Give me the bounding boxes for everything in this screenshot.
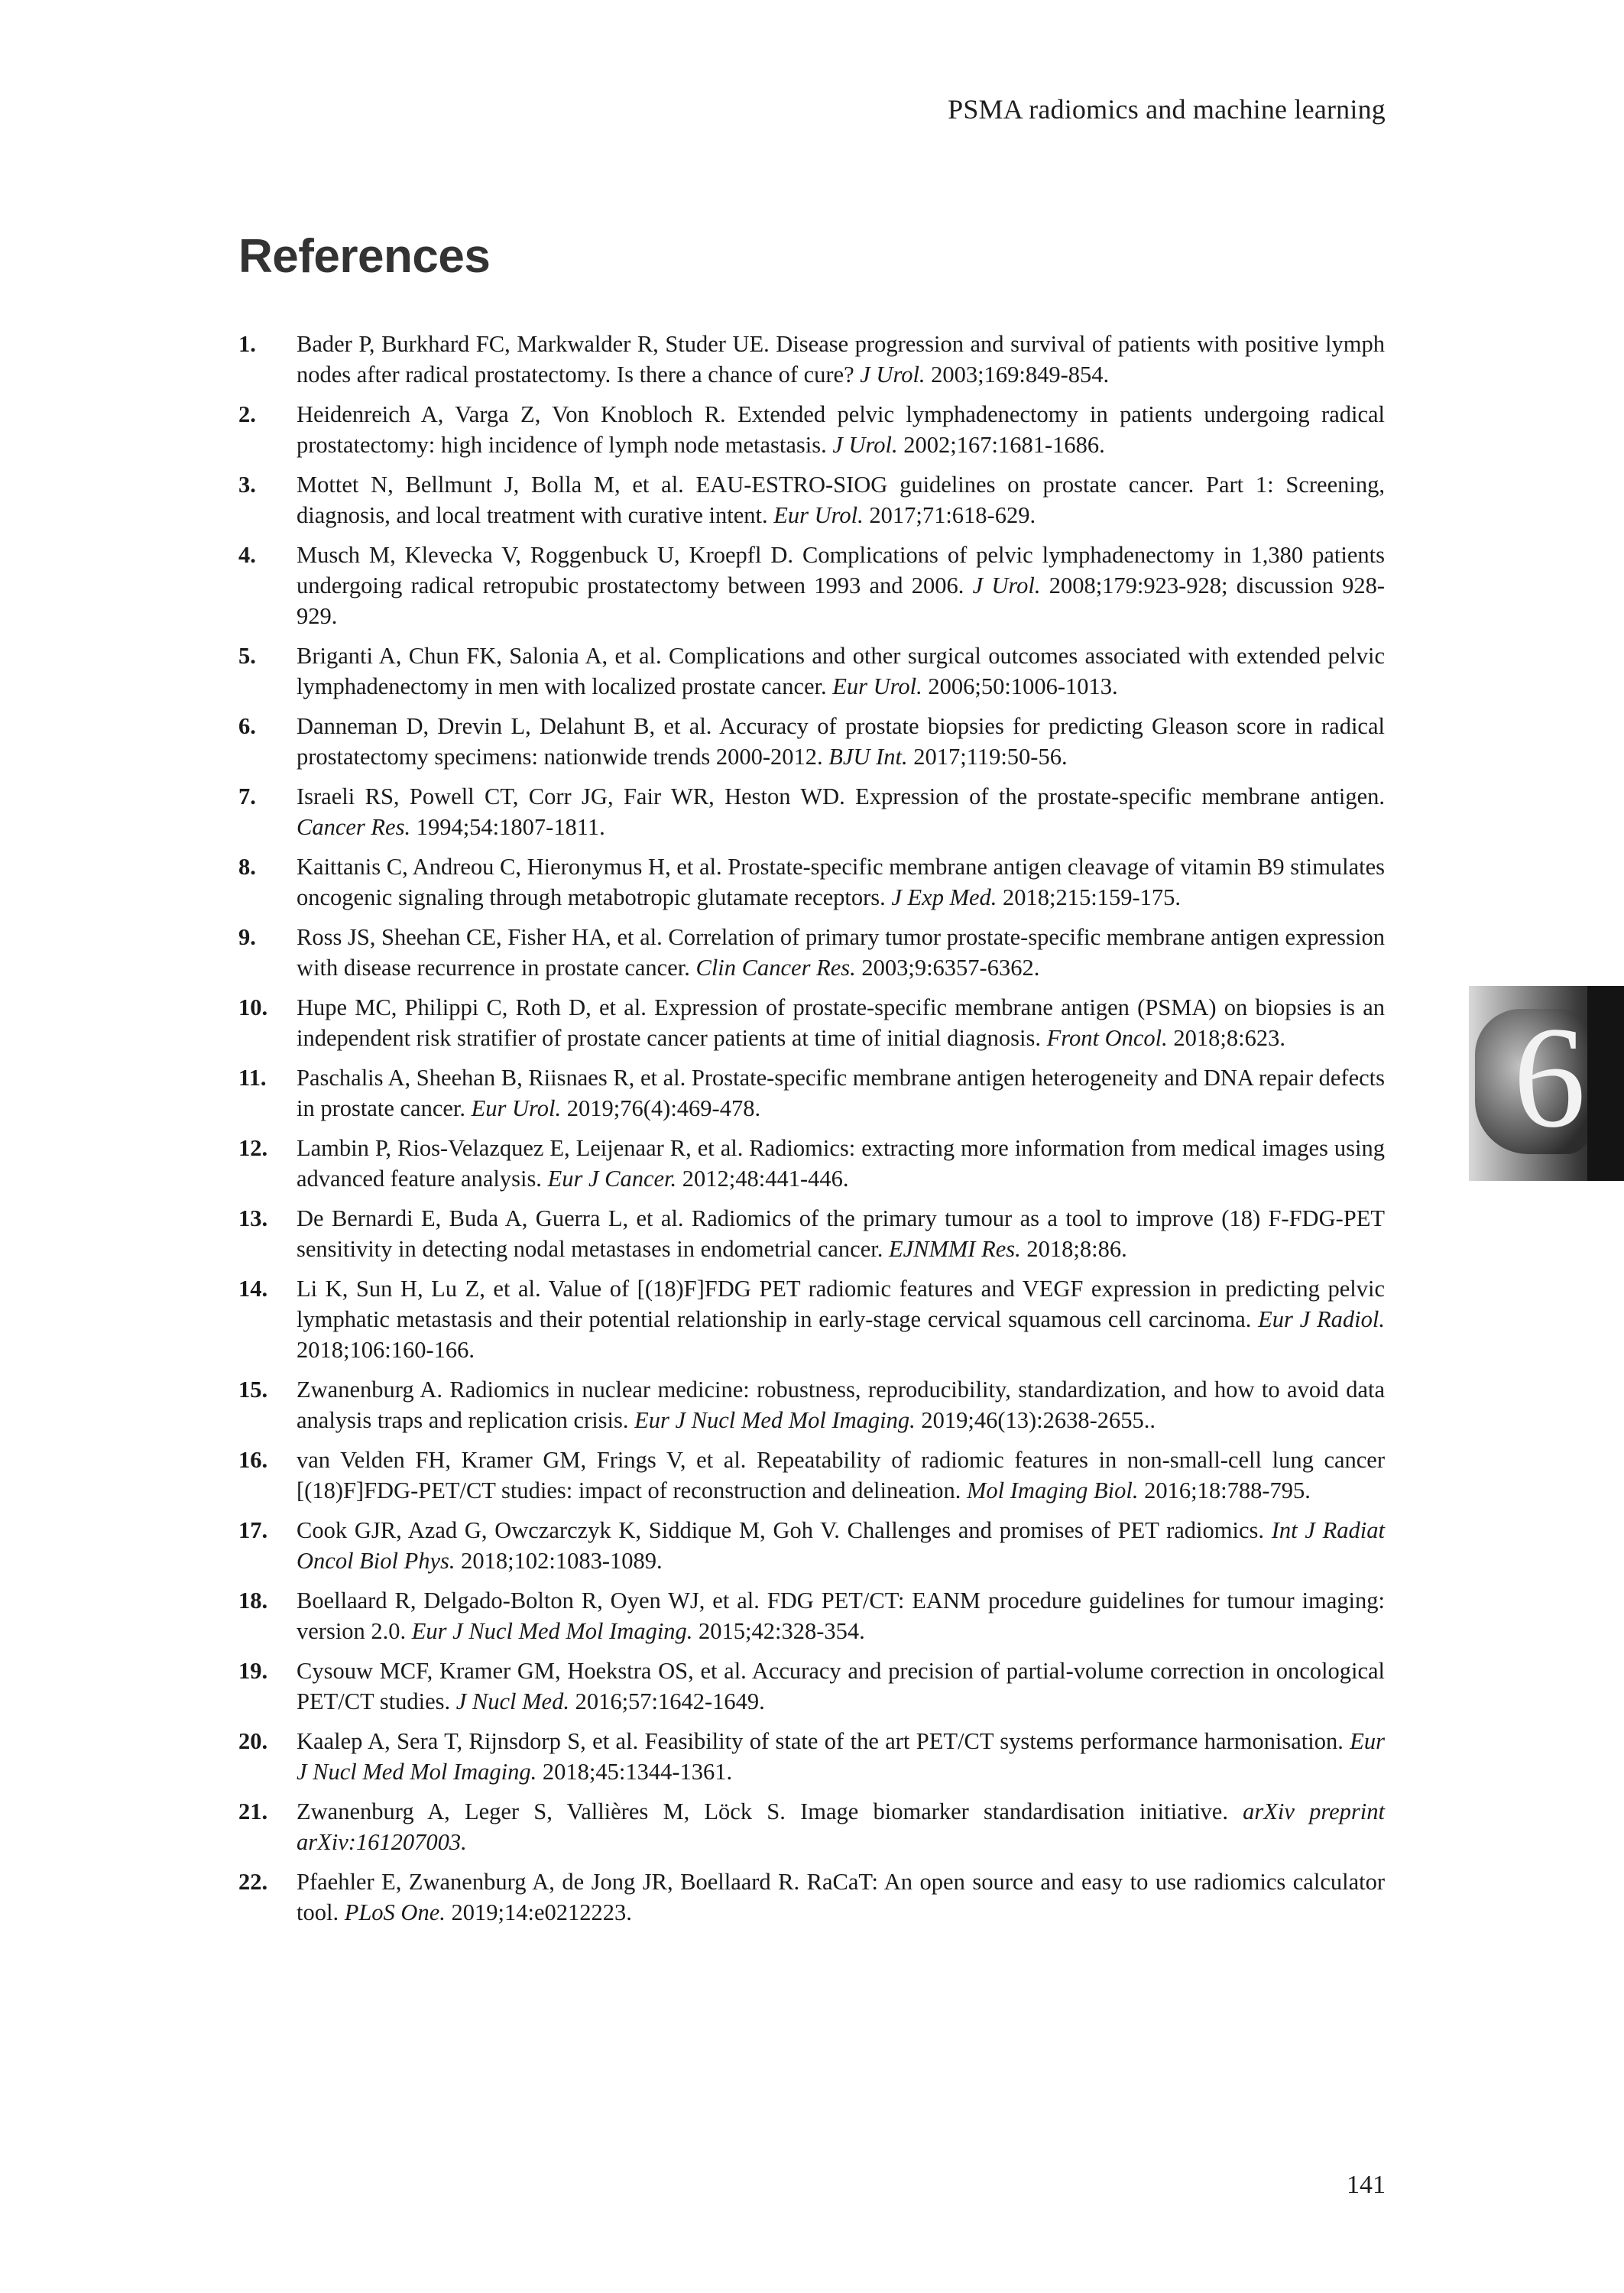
reference-item bbox=[238, 1062, 1385, 1124]
reference-text: Lambin P, Rios-Velazquez E, Leijenaar R, et al. Radiomics: extracting more information from medical images using advanced feature analysis. Eur J Cancer. 2012;48:441-446. bbox=[297, 1135, 1385, 1192]
journal-name: J Urol. bbox=[832, 432, 898, 458]
reference-number: 13. bbox=[238, 1205, 268, 1231]
reference-item bbox=[238, 1585, 1385, 1646]
reference-number: 21. bbox=[238, 1798, 268, 1824]
reference-number: 6. bbox=[238, 713, 256, 739]
reference-item bbox=[238, 329, 1385, 390]
reference-item bbox=[238, 1656, 1385, 1717]
chapter-tab bbox=[1469, 986, 1624, 1181]
reference-item bbox=[238, 1133, 1385, 1194]
journal-name: Front Oncol. bbox=[1046, 1025, 1168, 1051]
journal-name: J Nucl Med. bbox=[455, 1688, 569, 1714]
reference-item bbox=[238, 540, 1385, 631]
page-number: 141 bbox=[1347, 2171, 1386, 2199]
journal-name: Eur Urol. bbox=[832, 673, 922, 699]
running-head: PSMA radiomics and machine learning bbox=[948, 94, 1386, 125]
reference-text: Paschalis A, Sheehan B, Riisnaes R, et al. Prostate-specific membrane antigen heterogeneity and DNA repair defects in prostate cancer. Eur Urol. 2019;76(4):469-478. bbox=[297, 1065, 1385, 1121]
reference-number: 5. bbox=[238, 643, 256, 669]
reference-text: Bader P, Burkhard FC, Markwalder R, Studer UE. Disease progression and survival of patients with positive lymph nodes after radical prostatectomy. Is there a chance of cure? J Urol. 2003;169:849-854. bbox=[297, 331, 1385, 388]
reference-text: Kaalep A, Sera T, Rijnsdorp S, et al. Feasibility of state of the art PET/CT systems performance harmonisation. Eur J Nucl Med Mol Imaging. 2018;45:1344-1361. bbox=[297, 1728, 1385, 1785]
reference-text: Danneman D, Drevin L, Delahunt B, et al. Accuracy of prostate biopsies for predicting Gleason score in radical prostatectomy specimens: nationwide trends 2000-2012. BJU Int. 2017;119:50-56. bbox=[297, 713, 1385, 770]
reference-number: 17. bbox=[238, 1517, 268, 1543]
reference-list bbox=[238, 329, 1385, 1937]
reference-text: Briganti A, Chun FK, Salonia A, et al. Complications and other surgical outcomes associated with extended pelvic lymphadenectomy in men with localized prostate cancer. Eur Urol. 2006;50:1006-1013. bbox=[297, 643, 1385, 699]
reference-number: 16. bbox=[238, 1447, 268, 1473]
reference-item bbox=[238, 399, 1385, 460]
reference-item bbox=[238, 851, 1385, 913]
reference-item bbox=[238, 922, 1385, 983]
reference-number: 15. bbox=[238, 1377, 268, 1403]
journal-name: Eur J Nucl Med Mol Imaging. bbox=[411, 1618, 693, 1644]
journal-name: Eur J Radiol. bbox=[1258, 1306, 1385, 1332]
journal-name: J Urol. bbox=[860, 362, 925, 388]
section-title: References bbox=[238, 230, 491, 283]
reference-text: Israeli RS, Powell CT, Corr JG, Fair WR, Heston WD. Expression of the prostate-specific membrane antigen. Cancer Res. 1994;54:1807-1811. bbox=[297, 783, 1385, 840]
reference-text: Zwanenburg A. Radiomics in nuclear medicine: robustness, reproducibility, standardization, and how to avoid data analysis traps and replication crisis. Eur J Nucl Med Mol Imaging. 2019;46(13):2638-2655.. bbox=[297, 1377, 1385, 1433]
journal-name: Eur Urol. bbox=[471, 1095, 562, 1121]
reference-text: Ross JS, Sheehan CE, Fisher HA, et al. Correlation of primary tumor prostate-specific membrane antigen expression with disease recurrence in prostate cancer. Clin Cancer Res. 2003;9:6357-6362. bbox=[297, 924, 1385, 981]
journal-name: BJU Int. bbox=[828, 744, 908, 770]
reference-number: 8. bbox=[238, 854, 256, 880]
journal-name: Eur J Cancer. bbox=[547, 1166, 677, 1192]
journal-name: J Exp Med. bbox=[891, 884, 997, 910]
journal-name: Eur Urol. bbox=[773, 502, 864, 528]
reference-item bbox=[238, 711, 1385, 772]
reference-number: 18. bbox=[238, 1588, 268, 1614]
reference-number: 10. bbox=[238, 994, 268, 1020]
reference-number: 7. bbox=[238, 783, 256, 809]
reference-item bbox=[238, 469, 1385, 530]
journal-name: Clin Cancer Res. bbox=[695, 955, 856, 981]
reference-number: 14. bbox=[238, 1276, 268, 1302]
journal-name: Eur J Nucl Med Mol Imaging. bbox=[634, 1407, 916, 1433]
reference-item bbox=[238, 641, 1385, 702]
reference-number: 22. bbox=[238, 1869, 268, 1895]
reference-text: Cysouw MCF, Kramer GM, Hoekstra OS, et al. Accuracy and precision of partial-volume correction in oncological PET/CT studies. J Nucl Med. 2016;57:1642-1649. bbox=[297, 1658, 1385, 1714]
journal-name: Cancer Res. bbox=[297, 814, 411, 840]
chapter-tab-strip bbox=[1587, 986, 1624, 1181]
reference-text: Pfaehler E, Zwanenburg A, de Jong JR, Boellaard R. RaCaT: An open source and easy to use radiomics calculator tool. PLoS One. 2019;14:e0212223. bbox=[297, 1869, 1385, 1925]
reference-item bbox=[238, 1273, 1385, 1365]
reference-number: 2. bbox=[238, 401, 256, 427]
reference-text: Li K, Sun H, Lu Z, et al. Value of [(18)F]FDG PET radiomic features and VEGF expression in predicting pelvic lymphatic metastasis and their potential relationship in early-stage cervical squamous cell carcinoma. Eur J Radiol. 2018;106:160-166. bbox=[297, 1276, 1385, 1363]
journal-name: EJNMMI Res. bbox=[888, 1236, 1021, 1262]
reference-text: Musch M, Klevecka V, Roggenbuck U, Kroepfl D. Complications of pelvic lymphadenectomy in 1,380 patients undergoing radical retropubic prostatectomy between 1993 and 2006. J Urol. 2008;179:923-928; discussion 928-929. bbox=[297, 542, 1385, 629]
journal-name: Eur J Nucl Med Mol Imaging. bbox=[297, 1728, 1385, 1785]
reference-item bbox=[238, 781, 1385, 842]
reference-text: Hupe MC, Philippi C, Roth D, et al. Expression of prostate-specific membrane antigen (PSMA) on biopsies is an independent risk stratifier of prostate cancer patients at time of initial diagnosis. Front Oncol. 2018;8:623. bbox=[297, 994, 1385, 1051]
reference-text: Heidenreich A, Varga Z, Von Knobloch R. Extended pelvic lymphadenectomy in patients undergoing radical prostatectomy: high incidence of lymph node metastasis. J Urol. 2002;167:1681-1686. bbox=[297, 401, 1385, 458]
journal-name: Mol Imaging Biol. bbox=[967, 1477, 1139, 1503]
reference-number: 12. bbox=[238, 1135, 268, 1161]
reference-number: 4. bbox=[238, 542, 256, 568]
reference-number: 11. bbox=[238, 1065, 267, 1091]
reference-item bbox=[238, 1203, 1385, 1264]
reference-number: 19. bbox=[238, 1658, 268, 1684]
reference-item bbox=[238, 1867, 1385, 1928]
journal-name: J Urol. bbox=[972, 572, 1041, 598]
reference-text: Boellaard R, Delgado-Bolton R, Oyen WJ, et al. FDG PET/CT: EANM procedure guidelines for tumour imaging: version 2.0. Eur J Nucl Med Mol Imaging. 2015;42:328-354. bbox=[297, 1588, 1385, 1644]
reference-item bbox=[238, 992, 1385, 1053]
journal-name: arXiv preprint arXiv:161207003. bbox=[297, 1798, 1385, 1855]
reference-text: Cook GJR, Azad G, Owczarczyk K, Siddique M, Goh V. Challenges and promises of PET radiomics. Int J Radiat Oncol Biol Phys. 2018;102:1083-1089. bbox=[297, 1517, 1385, 1574]
reference-item bbox=[238, 1726, 1385, 1787]
reference-text: Zwanenburg A, Leger S, Vallières M, Löck S. Image biomarker standardisation initiative. arXiv preprint arXiv:161207003. bbox=[297, 1798, 1385, 1855]
chapter-number: 6 bbox=[1513, 997, 1586, 1158]
journal-name: Int J Radiat Oncol Biol Phys. bbox=[297, 1517, 1385, 1574]
reference-text: De Bernardi E, Buda A, Guerra L, et al. Radiomics of the primary tumour as a tool to improve (18) F-FDG-PET sensitivity in detecting nodal metastases in endometrial cancer. EJNMMI Res. 2018;8:86. bbox=[297, 1205, 1385, 1262]
reference-number: 9. bbox=[238, 924, 256, 950]
reference-number: 20. bbox=[238, 1728, 268, 1754]
reference-text: van Velden FH, Kramer GM, Frings V, et al. Repeatability of radiomic features in non-small-cell lung cancer [(18)F]FDG-PET/CT studies: impact of reconstruction and delineation. Mol Imaging Biol. 2016;18:788-795. bbox=[297, 1447, 1385, 1503]
reference-number: 1. bbox=[238, 331, 256, 357]
reference-text: Mottet N, Bellmunt J, Bolla M, et al. EAU-ESTRO-SIOG guidelines on prostate cancer. Part 1: Screening, diagnosis, and local treatment with curative intent. Eur Urol. 2017;71:618-629. bbox=[297, 472, 1385, 528]
reference-item bbox=[238, 1796, 1385, 1857]
journal-name: PLoS One. bbox=[344, 1899, 446, 1925]
reference-number: 3. bbox=[238, 472, 256, 498]
reference-item bbox=[238, 1515, 1385, 1576]
reference-item bbox=[238, 1374, 1385, 1435]
reference-item bbox=[238, 1445, 1385, 1506]
reference-text: Kaittanis C, Andreou C, Hieronymus H, et al. Prostate-specific membrane antigen cleavage of vitamin B9 stimulates oncogenic signaling through metabotropic glutamate receptors. J Exp Med. 2018;215:159-175. bbox=[297, 854, 1385, 910]
